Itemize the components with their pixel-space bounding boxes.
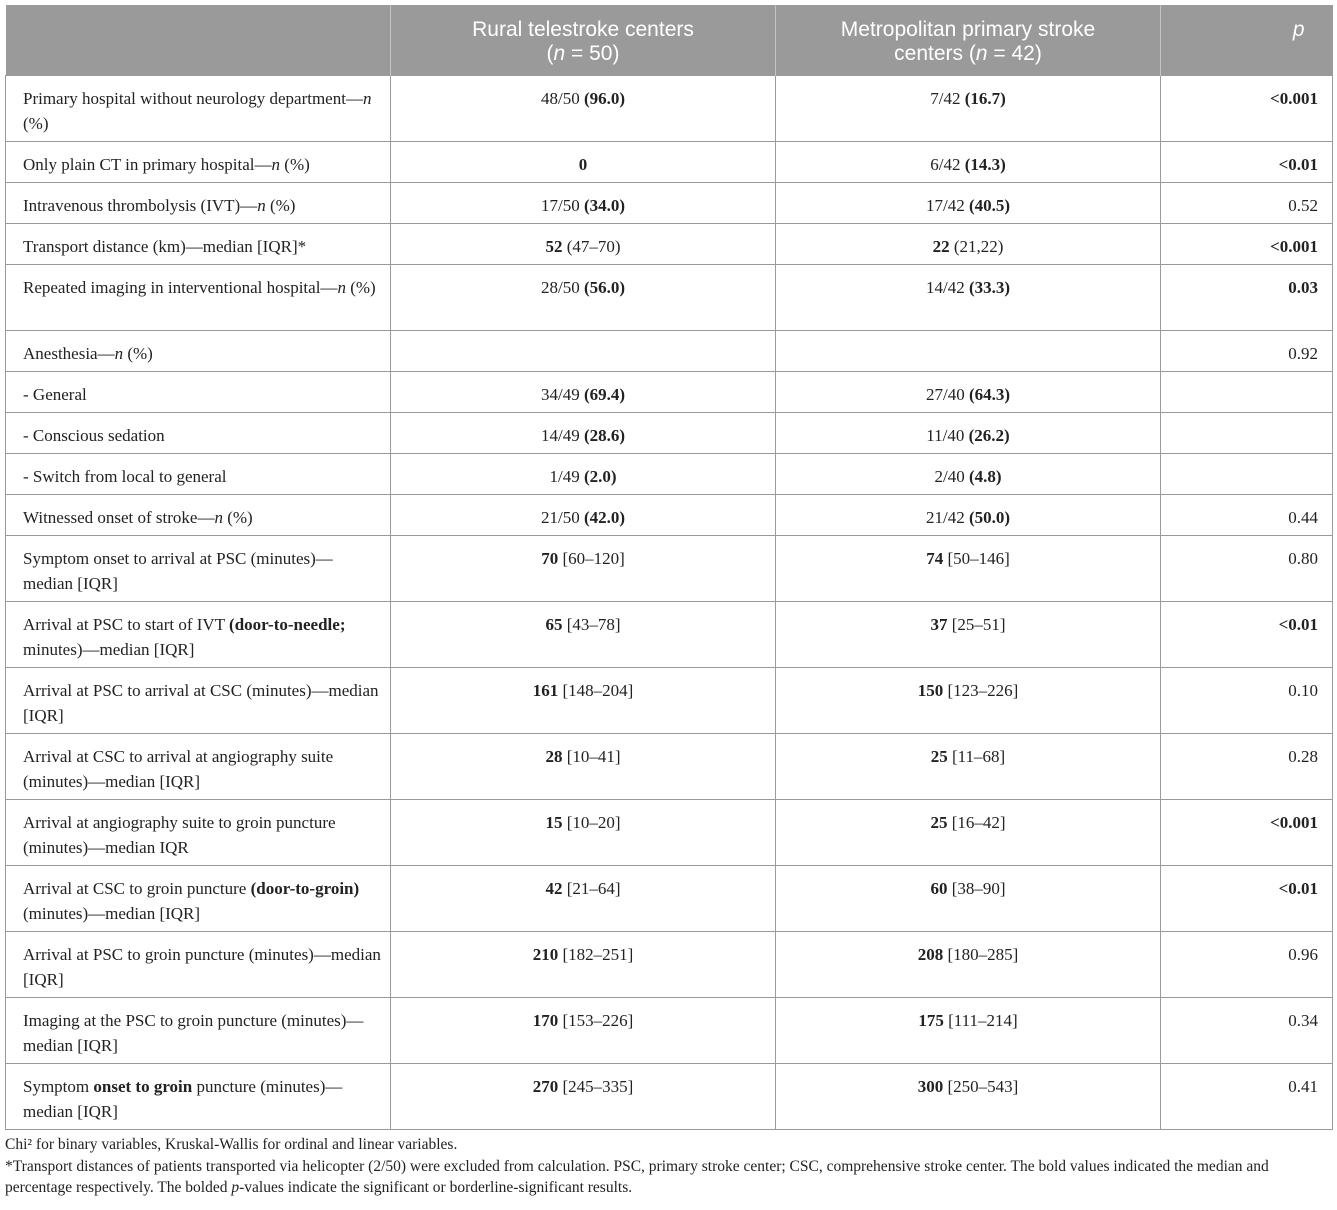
median-value: 270: [532, 1076, 559, 1096]
label-text: - Switch from local to general: [23, 466, 227, 486]
table-row: [6, 667, 1333, 733]
count-value: 34/49: [540, 384, 584, 404]
rural-value: [391, 494, 776, 535]
p-value: [1161, 535, 1333, 601]
footnote-transport: *Transport distances of patients transported via helicopter (2/50) were excluded from calculation. PSC, primary stroke center; CSC, comprehensive stroke center. The bold values indicated the median and percentage respectively. The bolded p-values indicate the significant or borderline-significant results.: [5, 1157, 1269, 1196]
metropolitan-value: [776, 601, 1161, 667]
row-label: [6, 494, 391, 535]
rural-value: [391, 371, 776, 412]
row-label: [6, 371, 391, 412]
label-text: Imaging at the PSC to groin puncture (minutes)—median [IQR]: [23, 1010, 364, 1055]
p-value-text: 0.96: [1288, 944, 1318, 964]
count-value: 1/49: [549, 466, 584, 486]
label-italic: n: [214, 507, 223, 527]
p-value-text: 0.03: [1288, 277, 1318, 297]
iqr-value: [60–120]: [558, 548, 625, 568]
table-row: [6, 223, 1333, 264]
label-end: (%): [265, 195, 296, 215]
label-end: puncture (minutes)—median [IQR]: [23, 1076, 343, 1121]
median-value: 28: [545, 746, 563, 766]
percent-value: (14.3): [964, 154, 1006, 174]
iqr-value: [182–251]: [558, 944, 634, 964]
p-value: [1161, 997, 1333, 1063]
iqr-value: [10–20]: [562, 812, 621, 832]
rural-value: [391, 453, 776, 494]
iqr-value: [111–214]: [943, 1010, 1018, 1030]
table-header: [6, 5, 1333, 75]
count-value: 11/40: [926, 425, 969, 445]
percent-value: (69.4): [583, 384, 626, 404]
iqr-value: [153–226]: [558, 1010, 634, 1030]
row-label: [6, 733, 391, 799]
iqr-value: [11–68]: [947, 746, 1006, 766]
table-row: [6, 412, 1333, 453]
table-row: [6, 799, 1333, 865]
row-label: [6, 1063, 391, 1129]
header-row: [6, 5, 1333, 75]
count-value: 17/50: [540, 195, 584, 215]
label-end: (%): [222, 507, 253, 527]
percent-value: (2.0): [583, 466, 617, 486]
p-value-text: 0.52: [1288, 195, 1318, 215]
metropolitan-value: [776, 799, 1161, 865]
count-value: 21/50: [540, 507, 584, 527]
metropolitan-value: [776, 223, 1161, 264]
p-value: [1161, 182, 1333, 223]
row-label: [6, 75, 391, 141]
label-italic: n: [257, 195, 266, 215]
label-text: Symptom: [23, 1076, 94, 1096]
iqr-value: [21–64]: [562, 878, 621, 898]
p-value: [1161, 799, 1333, 865]
metropolitan-value: [776, 75, 1161, 141]
table-row: [6, 453, 1333, 494]
p-value: [1161, 453, 1333, 494]
iqr-value: [25–51]: [947, 614, 1006, 634]
median-value: 42: [545, 878, 563, 898]
label-text: - Conscious sedation: [23, 425, 165, 445]
p-value: [1161, 733, 1333, 799]
p-value-text: <0.001: [1270, 88, 1318, 108]
label-text: Arrival at angiography suite to groin puncture (minutes)—median IQR: [23, 812, 336, 857]
iqr-value: [38–90]: [947, 878, 1006, 898]
table-row: [6, 75, 1333, 141]
metropolitan-value: [776, 997, 1161, 1063]
table-row: [6, 371, 1333, 412]
header-rural: Rural telestroke centers (n = 50): [391, 5, 776, 75]
median-value: 170: [532, 1010, 559, 1030]
percent-value: (40.5): [968, 195, 1011, 215]
count-value: 17/42: [925, 195, 969, 215]
row-label: [6, 412, 391, 453]
p-value: [1161, 494, 1333, 535]
metropolitan-value: [776, 141, 1161, 182]
label-text: Only plain CT in primary hospital—: [23, 154, 272, 174]
label-end: (minutes)—median [IQR]: [23, 903, 201, 923]
metropolitan-value: [776, 733, 1161, 799]
table-body: [6, 75, 1333, 1129]
percent-value: (33.3): [968, 277, 1011, 297]
count-value: 2/40: [934, 466, 969, 486]
label-end: minutes)—median [IQR]: [23, 639, 195, 659]
percent-value: (4.8): [968, 466, 1002, 486]
table-row: [6, 494, 1333, 535]
rural-value: [391, 799, 776, 865]
table-row: [6, 330, 1333, 371]
median-value: 208: [917, 944, 944, 964]
label-end: (%): [280, 154, 310, 174]
median-value: 70: [541, 548, 559, 568]
label-italic: n: [362, 88, 372, 108]
p-value-text: 0.10: [1288, 680, 1318, 700]
iqr-value: [50–146]: [943, 548, 1010, 568]
p-value: [1161, 931, 1333, 997]
p-value: [1161, 330, 1333, 371]
row-label: [6, 667, 391, 733]
label-text: Arrival at CSC to arrival at angiography suite (minutes)—median [IQR]: [23, 746, 334, 791]
median-value: 175: [918, 1010, 944, 1030]
header-variable: [6, 5, 391, 75]
iqr-value: (47–70): [562, 236, 621, 256]
iqr-value: [250–543]: [943, 1076, 1019, 1096]
footnote-stats: Chi² for binary variables, Kruskal-Wallis for ordinal and linear variables.: [5, 1136, 458, 1153]
median-value: 65: [545, 614, 563, 634]
p-value-text: 0.80: [1288, 548, 1318, 568]
row-label: [6, 330, 391, 371]
p-value-text: 0.34: [1288, 1010, 1318, 1030]
header-p-value: p: [1161, 5, 1333, 75]
label-italic: n: [114, 343, 124, 363]
rural-value: [391, 733, 776, 799]
percent-value: (26.2): [968, 425, 1010, 445]
label-text: Arrival at PSC to groin puncture (minutes)—median [IQR]: [23, 944, 381, 989]
p-value: [1161, 371, 1333, 412]
rural-value: [391, 931, 776, 997]
header-metropolitan: Metropolitan primary stroke centers (n = 42): [776, 5, 1161, 75]
label-text: Witnessed onset of stroke—: [23, 507, 215, 527]
rural-value: [391, 865, 776, 931]
rural-value: [391, 75, 776, 141]
metropolitan-value: [776, 330, 1161, 371]
median-value: 60: [930, 878, 948, 898]
median-value: 300: [917, 1076, 944, 1096]
label-bold: onset to groin: [93, 1076, 193, 1096]
count-value: 14/42: [925, 277, 969, 297]
table-row: [6, 141, 1333, 182]
row-label: [6, 182, 391, 223]
metropolitan-value: [776, 535, 1161, 601]
median-value: 37: [930, 614, 948, 634]
rural-value: [391, 412, 776, 453]
row-label: [6, 264, 391, 330]
rural-value: [391, 141, 776, 182]
median-value: 210: [532, 944, 559, 964]
rural-value: [391, 223, 776, 264]
p-value-text: <0.01: [1278, 878, 1318, 898]
median-value: 150: [917, 680, 944, 700]
p-value: [1161, 223, 1333, 264]
percent-value: 0: [578, 154, 588, 174]
iqr-value: [180–285]: [943, 944, 1019, 964]
label-text: - General: [23, 384, 87, 404]
row-label: [6, 601, 391, 667]
percent-value: (50.0): [968, 507, 1011, 527]
count-value: 28/50: [540, 277, 584, 297]
rural-value: [391, 182, 776, 223]
metropolitan-value: [776, 182, 1161, 223]
percent-value: (28.6): [583, 425, 626, 445]
label-text: Symptom onset to arrival at PSC (minutes)—median [IQR]: [23, 548, 333, 593]
table-row: [6, 997, 1333, 1063]
count-value: 27/40: [925, 384, 969, 404]
metropolitan-value: [776, 865, 1161, 931]
median-value: 25: [930, 812, 948, 832]
p-value: [1161, 865, 1333, 931]
metropolitan-value: [776, 931, 1161, 997]
label-text: Arrival at PSC to start of IVT: [23, 614, 230, 634]
metropolitan-value: [776, 453, 1161, 494]
percent-value: (42.0): [583, 507, 626, 527]
row-label: [6, 931, 391, 997]
p-value-text: 0.41: [1288, 1076, 1318, 1096]
p-value: [1161, 264, 1333, 330]
p-value-text: 0.28: [1288, 746, 1318, 766]
percent-value: (34.0): [583, 195, 626, 215]
metropolitan-value: [776, 1063, 1161, 1129]
metropolitan-value: [776, 371, 1161, 412]
rural-value: [391, 535, 776, 601]
p-value-text: <0.01: [1278, 614, 1318, 634]
iqr-value: [123–226]: [943, 680, 1019, 700]
row-label: [6, 223, 391, 264]
p-value: [1161, 667, 1333, 733]
p-value: [1161, 1063, 1333, 1129]
table-row: [6, 535, 1333, 601]
row-label: [6, 535, 391, 601]
p-value-text: 0.44: [1288, 507, 1318, 527]
table-row: [6, 182, 1333, 223]
p-value-text: 0.92: [1288, 343, 1318, 363]
table-row: [6, 931, 1333, 997]
metropolitan-value: [776, 667, 1161, 733]
p-value-text: <0.001: [1270, 236, 1318, 256]
count-value: 21/42: [925, 507, 969, 527]
label-end: (%): [23, 113, 49, 133]
median-value: 22: [932, 236, 950, 256]
table-row: [6, 733, 1333, 799]
p-value-text: <0.001: [1270, 812, 1318, 832]
rural-value: [391, 997, 776, 1063]
label-text: Primary hospital without neurology department—: [23, 88, 363, 108]
label-bold: (door-to-groin): [250, 878, 360, 898]
table-row: [6, 865, 1333, 931]
iqr-value: [148–204]: [558, 680, 634, 700]
percent-value: (16.7): [964, 88, 1006, 108]
count-value: 48/50: [540, 88, 584, 108]
label-end: (%): [123, 343, 153, 363]
table-row: [6, 1063, 1333, 1129]
rural-value: [391, 601, 776, 667]
label-italic: n: [337, 277, 346, 297]
iqr-value: [10–41]: [562, 746, 621, 766]
label-text: Arrival at CSC to groin puncture: [23, 878, 251, 898]
rural-value: [391, 330, 776, 371]
median-value: 74: [926, 548, 944, 568]
metropolitan-value: [776, 264, 1161, 330]
count-value: 7/42: [930, 88, 965, 108]
row-label: [6, 453, 391, 494]
results-table: [5, 5, 1333, 1130]
row-label: [6, 141, 391, 182]
percent-value: (64.3): [968, 384, 1011, 404]
label-text: Intravenous thrombolysis (IVT)—: [23, 195, 258, 215]
row-label: [6, 865, 391, 931]
percent-value: (56.0): [583, 277, 626, 297]
rural-value: [391, 1063, 776, 1129]
rural-value: [391, 264, 776, 330]
p-value: [1161, 141, 1333, 182]
iqr-value: [245–335]: [558, 1076, 634, 1096]
rural-value: [391, 667, 776, 733]
p-value-text: <0.01: [1278, 154, 1318, 174]
label-text: Anesthesia—: [23, 343, 115, 363]
count-value: 14/49: [540, 425, 584, 445]
table-row: [6, 601, 1333, 667]
iqr-value: [43–78]: [562, 614, 621, 634]
table-row: [6, 264, 1333, 330]
row-label: [6, 997, 391, 1063]
percent-value: (96.0): [583, 88, 626, 108]
label-text: Transport distance (km)—median [IQR]*: [23, 236, 307, 256]
label-italic: n: [271, 154, 281, 174]
table-footnotes: [5, 1134, 1330, 1199]
iqr-value: [16–42]: [947, 812, 1006, 832]
p-value: [1161, 601, 1333, 667]
label-bold: (door-to-needle;: [229, 614, 346, 634]
label-text: Repeated imaging in interventional hospital—: [23, 277, 338, 297]
median-value: 15: [545, 812, 563, 832]
label-text: Arrival at PSC to arrival at CSC (minutes)—median [IQR]: [23, 680, 379, 725]
median-value: 25: [930, 746, 948, 766]
label-end: (%): [345, 277, 376, 297]
p-value: [1161, 75, 1333, 141]
row-label: [6, 799, 391, 865]
median-value: 161: [532, 680, 559, 700]
metropolitan-value: [776, 494, 1161, 535]
count-value: 6/42: [930, 154, 965, 174]
iqr-value: (21,22): [949, 236, 1004, 256]
median-value: 52: [545, 236, 563, 256]
metropolitan-value: [776, 412, 1161, 453]
p-value: [1161, 412, 1333, 453]
